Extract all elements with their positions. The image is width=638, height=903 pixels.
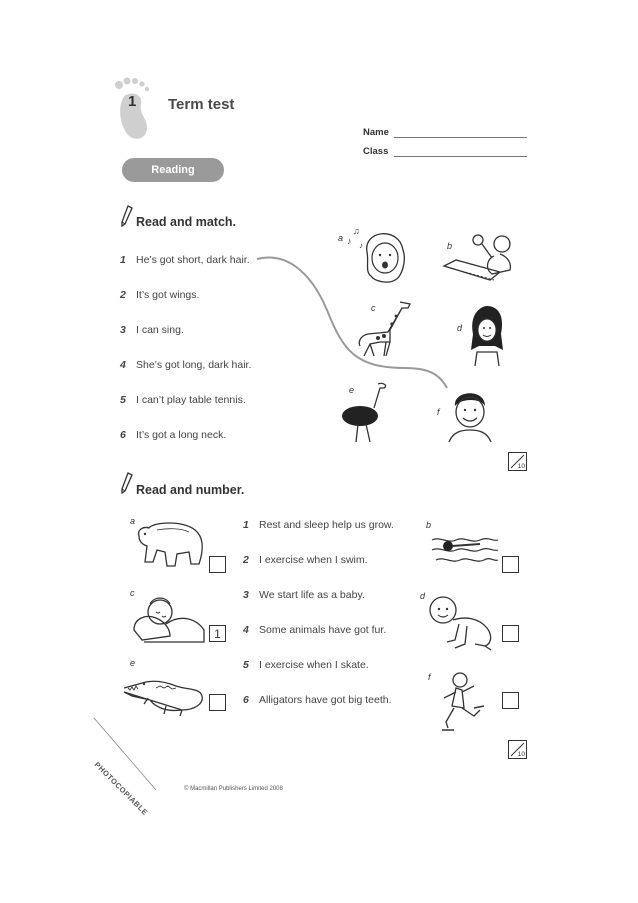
svg-text:♪: ♪ bbox=[347, 236, 352, 246]
picture-letter: a bbox=[130, 516, 136, 526]
svg-text:♫: ♫ bbox=[353, 226, 360, 236]
list-item: 6 Alligators have got big teeth. bbox=[243, 694, 392, 706]
picture-letter: c bbox=[371, 303, 376, 313]
long-hair-girl-icon[interactable] bbox=[467, 304, 507, 368]
answer-box[interactable] bbox=[502, 625, 519, 642]
stamp-border-line bbox=[90, 716, 160, 796]
skater-icon[interactable] bbox=[438, 670, 486, 736]
answer-box[interactable] bbox=[502, 556, 519, 573]
alligator-icon[interactable] bbox=[122, 670, 206, 718]
list-item: 4 She’s got long, dark hair. bbox=[120, 359, 252, 371]
list-item: 4 Some animals have got fur. bbox=[243, 624, 387, 636]
list-item: 1 He’s got short, dark hair. bbox=[120, 254, 250, 266]
picture-letter: c bbox=[130, 588, 135, 598]
list-item: 5 I exercise when I skate. bbox=[243, 659, 369, 671]
picture-letter: f bbox=[437, 407, 440, 417]
list-item: 2 It’s got wings. bbox=[120, 289, 200, 301]
exercise1-score-box[interactable] bbox=[508, 452, 527, 471]
name-field[interactable] bbox=[394, 137, 527, 138]
picture-letter: b bbox=[426, 520, 432, 530]
copyright-text: © Macmillan Publishers Limited 2008 bbox=[184, 786, 283, 792]
answer-box[interactable] bbox=[209, 556, 226, 573]
picture-letter: e bbox=[349, 385, 355, 395]
pencil-icon bbox=[119, 472, 133, 494]
picture-letter: d bbox=[457, 323, 463, 333]
list-item: 3 I can sing. bbox=[120, 324, 184, 336]
exercise2-score-box[interactable] bbox=[508, 740, 527, 759]
singing-girl-icon[interactable] bbox=[345, 222, 413, 284]
crawling-baby-icon[interactable] bbox=[425, 594, 497, 658]
picture-letter: a bbox=[338, 233, 344, 243]
bear-icon[interactable] bbox=[133, 516, 211, 570]
picture-letter: e bbox=[130, 658, 136, 668]
class-label: Class bbox=[363, 146, 389, 157]
list-item: 5 I can’t play table tennis. bbox=[120, 394, 246, 406]
photocopiable-stamp: PHOTOCOPIABLE bbox=[92, 760, 150, 818]
picture-letter: b bbox=[447, 241, 453, 251]
unit-number: 1 bbox=[128, 93, 137, 110]
list-item: 3 We start life as a baby. bbox=[243, 589, 365, 601]
class-field[interactable] bbox=[394, 156, 527, 157]
answer-box[interactable] bbox=[209, 694, 226, 711]
list-item: 2 I exercise when I swim. bbox=[243, 554, 368, 566]
list-item: 1 Rest and sleep help us grow. bbox=[243, 519, 394, 531]
pencil-icon bbox=[119, 205, 133, 227]
swimmer-icon[interactable] bbox=[430, 528, 500, 568]
exercise2-heading: Read and number. bbox=[136, 483, 245, 497]
page-title: Term test bbox=[168, 96, 235, 113]
answer-box[interactable]: 1 bbox=[209, 625, 226, 642]
section-label-reading: Reading bbox=[122, 158, 224, 182]
list-item: 6 It’s got a long neck. bbox=[120, 429, 227, 441]
sleeping-child-icon[interactable] bbox=[130, 590, 208, 646]
exercise1-heading: Read and match. bbox=[136, 215, 237, 229]
ostrich-icon[interactable] bbox=[334, 378, 394, 444]
answer-box[interactable] bbox=[502, 692, 519, 709]
score-max: 10 bbox=[517, 463, 525, 470]
picture-letter: f bbox=[428, 672, 431, 682]
svg-text:♪: ♪ bbox=[359, 241, 363, 250]
name-label: Name bbox=[363, 127, 389, 138]
score-max: 10 bbox=[517, 751, 525, 758]
table-tennis-boy-icon[interactable] bbox=[440, 228, 518, 290]
short-hair-boy-icon[interactable] bbox=[447, 384, 493, 444]
giraffe-icon[interactable] bbox=[350, 296, 418, 360]
picture-letter: d bbox=[420, 591, 426, 601]
